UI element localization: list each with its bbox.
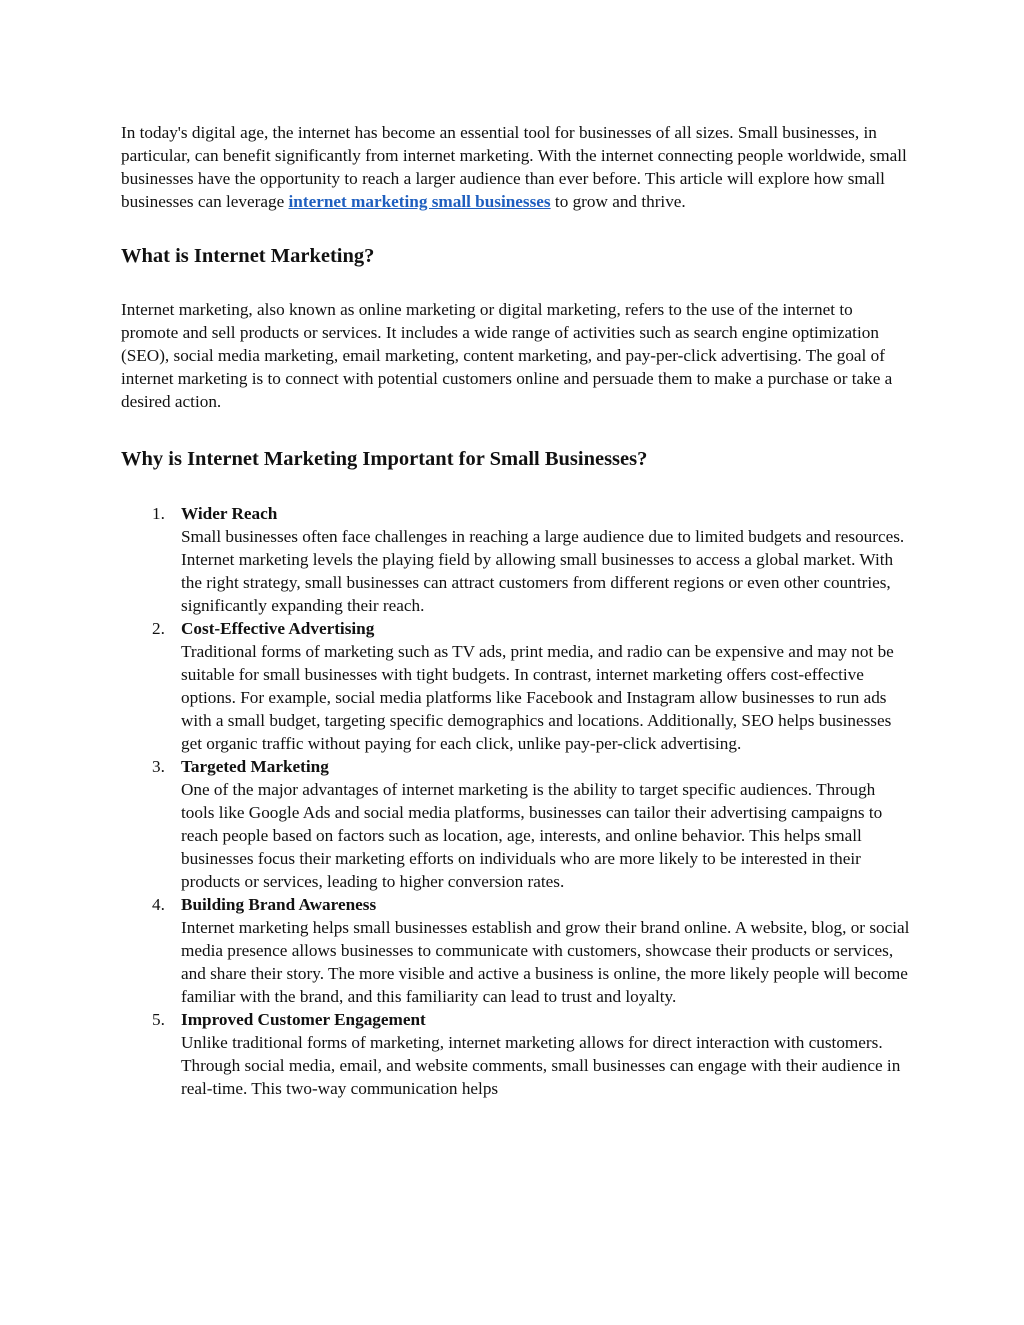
list-item-body: One of the major advantages of internet marketing is the ability to target specific audiences. Through tools like Google Ads and social media platforms, businesses can tailor their advertising campaigns to reach people based on factors such as location, age, interests, and online behavior. This helps small businesses focus their marketing efforts on individuals who are more likely to be interested in their products or services, leading to higher conversion rates. <box>181 780 883 891</box>
list-item <box>121 893 911 1008</box>
section-paragraph-what: Internet marketing, also known as online marketing or digital marketing, refers to the use of the internet to promote and sell products or services. It includes a wide range of activities such as search engine optimization (SEO), social media marketing, email marketing, content marketing, and pay-per-click advertising. The goal of internet marketing is to connect with potential customers online and persuade them to make a purchase or take a desired action. <box>121 300 893 411</box>
list-number: 4. <box>152 895 165 914</box>
list-item-title: Wider Reach <box>181 504 278 523</box>
intro-text-before-link: In today's digital age, the internet has become an essential tool for businesses of all sizes. Small businesses, in particular, can benefit significantly from internet marketing. With the internet connecting people worldwide, small businesses have the opportunity to reach a larger audience than ever before. This article will explore how small businesses can leverage <box>121 123 907 211</box>
list-item <box>121 617 911 755</box>
list-item-title: Targeted Marketing <box>181 757 329 776</box>
list-item-body: Small businesses often face challenges in reaching a large audience due to limited budgets and resources. Internet marketing levels the playing field by allowing small businesses to access a global market. With the right strategy, small businesses can attract customers from different regions or even other countries, significantly expanding their reach. <box>181 527 905 615</box>
list-item-title: Building Brand Awareness <box>181 895 377 914</box>
intro-paragraph <box>121 121 911 213</box>
list-number: 5. <box>152 1010 165 1029</box>
list-number: 1. <box>152 504 165 523</box>
list-item-body: Internet marketing helps small businesses establish and grow their brand online. A website, blog, or social media presence allows businesses to communicate with customers, showcase their products or services, and share their story. The more visible and active a business is online, the more likely people will become familiar with the brand, and this familiarity can lead to trust and loyalty. <box>181 918 910 1006</box>
list-number: 2. <box>152 619 165 638</box>
intro-text-after-link: to grow and thrive. <box>550 192 686 211</box>
internet-marketing-link[interactable]: internet marketing small businesses <box>288 192 551 211</box>
list-item <box>121 1008 911 1100</box>
list-item-title: Cost-Effective Advertising <box>181 619 375 638</box>
section-heading-why: Why is Internet Marketing Important for Small Businesses? <box>121 448 648 470</box>
document-content <box>121 121 911 1100</box>
section-heading-what: What is Internet Marketing? <box>121 245 375 267</box>
list-item <box>121 755 911 893</box>
reasons-list <box>121 502 911 1100</box>
list-number: 3. <box>152 757 165 776</box>
list-item-title: Improved Customer Engagement <box>181 1010 426 1029</box>
list-item-body: Traditional forms of marketing such as TV ads, print media, and radio can be expensive and may not be suitable for small businesses with tight budgets. In contrast, internet marketing offers cost-effective options. For example, social media platforms like Facebook and Instagram allow businesses to run ads with a small budget, targeting specific demographics and locations. Additionally, SEO helps businesses get organic traffic without paying for each click, unlike pay-per-click advertising. <box>181 642 894 753</box>
list-item <box>121 502 911 617</box>
list-item-body: Unlike traditional forms of marketing, internet marketing allows for direct interaction with customers. Through social media, email, and website comments, small businesses can engage with their audience in real-time. This two-way communication helps <box>181 1033 901 1098</box>
